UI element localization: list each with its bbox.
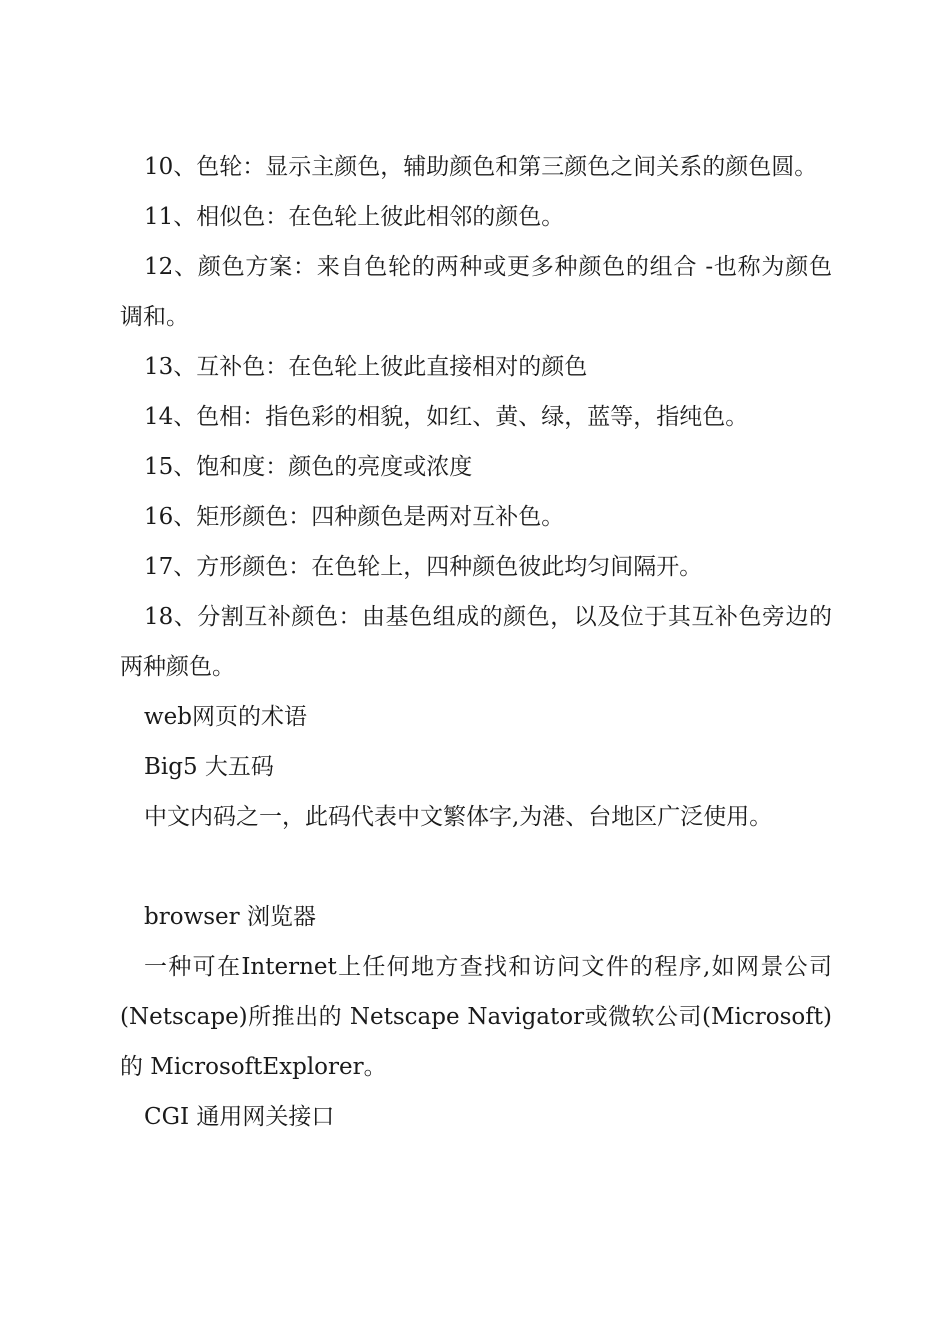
term-split-complementary: 18、分割互补颜色：由基色组成的颜色，以及位于其互补色旁边的两种颜色。 bbox=[120, 604, 832, 680]
term-square-colors: 17、方形颜色：在色轮上，四种颜色彼此均匀间隔开。 bbox=[144, 554, 703, 580]
term-big5-title: Big5 大五码 bbox=[144, 754, 274, 780]
document-body bbox=[120, 142, 832, 1142]
term-complementary-color: 13、互补色：在色轮上彼此直接相对的颜色 bbox=[144, 354, 588, 380]
term-browser-definition: 一种可在Internet上任何地方查找和访问文件的程序,如网景公司(Netscape)所推出的 Netscape Navigator或微软公司(Microsoft)的 MicrosoftExplorer。 bbox=[120, 954, 832, 1080]
term-big5-definition: 中文内码之一，此码代表中文繁体字,为港、台地区广泛使用。 bbox=[144, 804, 773, 830]
term-hue: 14、色相：指色彩的相貌，如红、黄、绿，蓝等，指纯色。 bbox=[144, 404, 749, 430]
section-heading-web-terms: web网页的术语 bbox=[144, 704, 308, 730]
term-color-wheel: 10、色轮：显示主颜色，辅助颜色和第三颜色之间关系的颜色圆。 bbox=[144, 154, 818, 180]
term-cgi-title: CGI 通用网关接口 bbox=[144, 1104, 335, 1130]
term-rectangle-colors: 16、矩形颜色：四种颜色是两对互补色。 bbox=[144, 504, 565, 530]
term-color-scheme: 12、颜色方案：来自色轮的两种或更多种颜色的组合 -也称为颜色调和。 bbox=[120, 254, 832, 330]
term-browser-title: browser 浏览器 bbox=[144, 904, 316, 930]
term-analogous-color: 11、相似色：在色轮上彼此相邻的颜色。 bbox=[144, 204, 565, 230]
blank-line bbox=[120, 842, 832, 892]
term-saturation: 15、饱和度：颜色的亮度或浓度 bbox=[144, 454, 473, 480]
